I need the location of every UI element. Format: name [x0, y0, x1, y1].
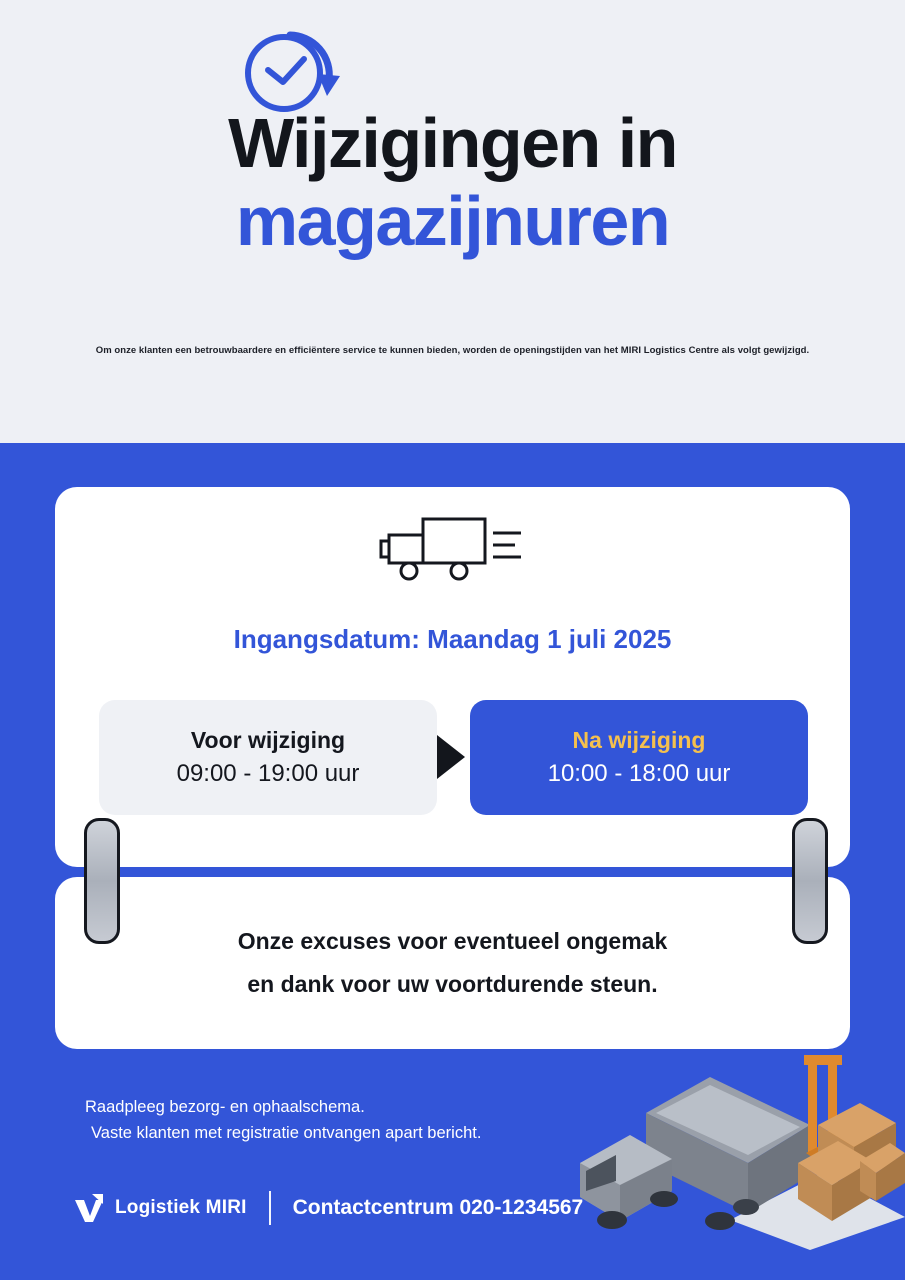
- before-change-label: Voor wijziging: [190, 727, 346, 753]
- before-change-box: [99, 700, 437, 815]
- before-change-time: 09:00 - 19:00 uur: [176, 760, 360, 787]
- page-title: [0, 104, 905, 266]
- miri-logo-icon: [72, 1191, 106, 1225]
- left-handle-decoration: [84, 818, 120, 944]
- footer-note-line-2: Vaste klanten met registratie ontvangen apart bericht.: [91, 1123, 482, 1142]
- after-change-box: [470, 700, 808, 815]
- footer-note-line-1: Raadpleeg bezorg- en ophaalschema.: [85, 1098, 365, 1116]
- apology-card: [55, 877, 850, 1049]
- footer-brand-bar: [72, 1188, 583, 1228]
- intro-paragraph: Om onze klanten een betrouwbaardere en efficiëntere service te kunnen bieden, worden de openingstijden van het MIRI Logistics Centre als volgt gewijzigd.: [95, 345, 810, 356]
- footer-divider: [269, 1191, 271, 1225]
- brand-name-text: Logistiek MIRI: [115, 1197, 247, 1218]
- page-title-line-1: Wijzigingen in: [228, 104, 677, 182]
- right-arrow-icon: [437, 735, 465, 779]
- after-change-label: Na wijziging: [572, 727, 706, 753]
- right-handle-decoration: [792, 818, 828, 944]
- after-change-time: 10:00 - 18:00 uur: [547, 760, 731, 787]
- apology-line-1: Onze excuses voor eventueel ongemak: [237, 928, 668, 955]
- effective-date-text: Ingangsdatum: Maandag 1 juli 2025: [233, 624, 672, 654]
- header-section: [0, 0, 905, 443]
- apology-line-2: en dank voor uw voortdurende steun.: [247, 971, 658, 997]
- delivery-truck-icon: [375, 505, 530, 595]
- footer-notes: [85, 1095, 645, 1146]
- page-title-line-2: magazijnuren: [235, 182, 670, 260]
- contact-center-text: Contactcentrum 020-1234567: [292, 1196, 584, 1219]
